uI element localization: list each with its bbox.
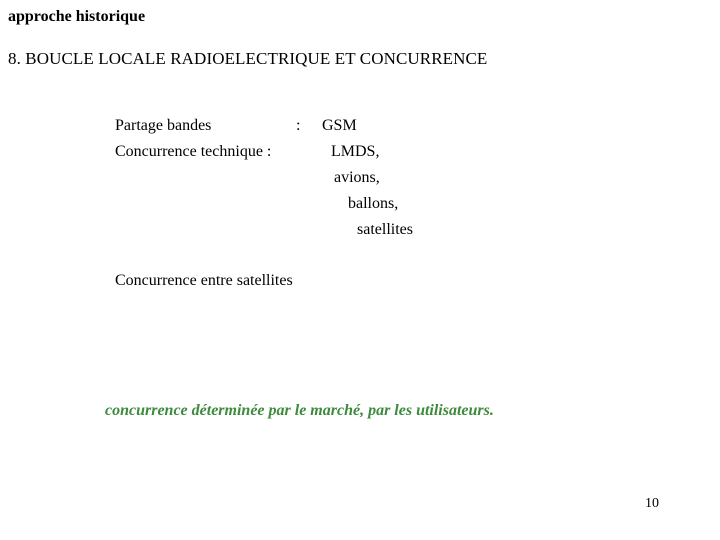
concurrence-item-ballons: ballons, (348, 195, 399, 212)
partage-bandes-value: GSM (322, 117, 357, 134)
partage-bandes-label: Partage bandes (115, 117, 212, 134)
concurrence-technique-label: Concurrence technique : (115, 143, 272, 160)
page-number: 10 (645, 496, 659, 511)
slide-header: approche historique (8, 8, 146, 25)
slide-title: 8. BOUCLE LOCALE RADIOELECTRIQUE ET CONCURRENCE (8, 49, 488, 68)
concurrence-item-avions: avions, (334, 169, 380, 186)
conclusion-text: concurrence déterminée par le marché, par les utilisateurs. (105, 402, 494, 419)
concurrence-item-lmds: LMDS, (331, 143, 380, 160)
concurrence-item-satellites: satellites (357, 221, 413, 238)
partage-bandes-colon: : (296, 117, 301, 134)
concurrence-satellites-text: Concurrence entre satellites (115, 272, 293, 289)
